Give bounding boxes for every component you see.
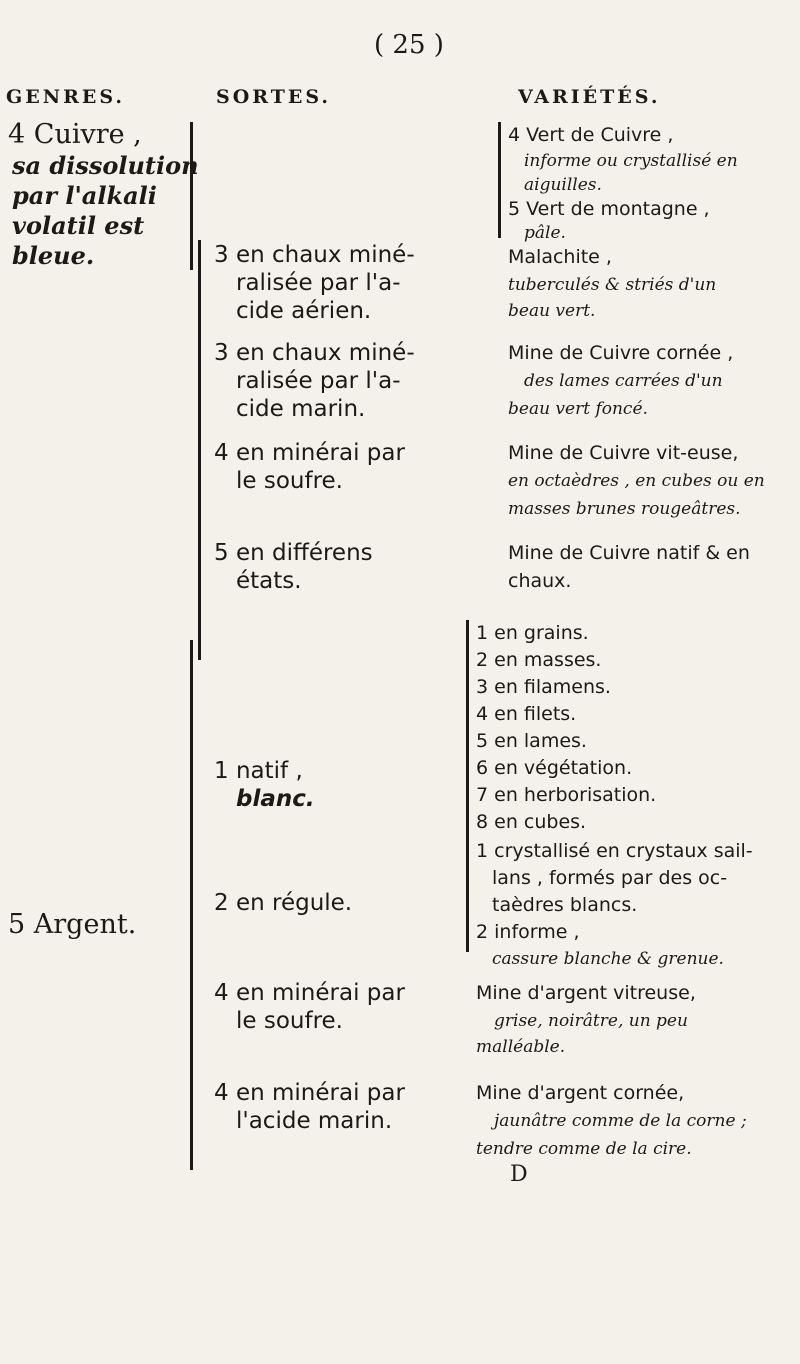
variete-desc: informe ou crystallisé en (524, 151, 738, 171)
varietes-brace (466, 840, 469, 952)
variete-desc: beau vert foncé. (508, 399, 648, 419)
genre-cuivre (8, 120, 142, 150)
sorte-item: 1 natif , (214, 758, 303, 784)
variete-text: taèdres blancs. (492, 894, 638, 916)
variete-desc: grise, noirâtre, un peu (494, 1011, 688, 1031)
sorte-item: 2 en régule. (214, 890, 353, 916)
variete-item: 3 en filamens. (476, 676, 611, 698)
genre-name: Cuivre , (33, 119, 142, 150)
variete-desc: aiguilles. (524, 175, 602, 195)
variete-name: Mine d'argent cornée, (476, 1082, 685, 1104)
variete-item: 4 Vert de Cuivre , (508, 124, 674, 146)
variete-desc: jaunâtre comme de la corne ; (494, 1111, 747, 1131)
sorte-item: 4 en minérai par (214, 980, 405, 1006)
variete-text: lans , formés par des oc- (492, 867, 728, 889)
sorte-item: 4 en minérai par (214, 440, 405, 466)
header-varietes: VARIÉTÉS. (518, 86, 661, 108)
genre-number: 5 (8, 909, 26, 940)
variete-item: 7 en herborisation. (476, 784, 657, 806)
variete-name: Mine d'argent vitreuse, (476, 982, 696, 1004)
genre-brace (190, 122, 193, 270)
variete-item: 5 en lames. (476, 730, 587, 752)
sorte-number: 3 (214, 242, 229, 268)
variete-desc: en octaèdres , en cubes ou en (508, 471, 765, 491)
sorte-item: 5 en différens (214, 540, 373, 566)
sorte-item (214, 242, 415, 269)
genre-name: Argent. (33, 909, 137, 940)
sorte-text: blanc. (236, 786, 315, 812)
variete-item: 2 informe , (476, 921, 580, 943)
variete-item: 1 crystallisé en crystaux sail- (476, 840, 753, 862)
genre-desc-line: par l'alkali (12, 181, 157, 210)
sorte-text: en chaux miné- (235, 242, 415, 268)
variete-name: Mine de Cuivre vit-euse, (508, 442, 739, 464)
genre-desc-line: volatil est (12, 211, 145, 240)
variete-desc: tendre comme de la cire. (476, 1139, 692, 1159)
genre-desc-line: sa dissolution (12, 151, 199, 180)
variete-name: Mine de Cuivre cornée , (508, 342, 734, 364)
page-number: ( 25 ) (374, 30, 444, 60)
variete-desc: pâle. (524, 223, 566, 243)
sorte-text: états. (236, 568, 302, 594)
genre-desc-line: bleue. (12, 241, 95, 270)
genre-brace (190, 640, 193, 1170)
variete-desc: malléable. (476, 1037, 566, 1057)
variete-desc: des lames carrées d'un (524, 371, 723, 391)
genre-number: 4 (8, 119, 26, 150)
sorte-text: cide aérien. (236, 298, 372, 324)
sorte-text: l'acide marin. (236, 1108, 393, 1134)
variete-item: 8 en cubes. (476, 811, 587, 833)
sortes-brace (198, 240, 201, 660)
variete-desc: chaux. (508, 570, 572, 592)
variete-desc: masses brunes rougeâtres. (508, 499, 741, 519)
signature-mark: D (510, 1162, 528, 1187)
sorte-text: ralisée par l'a- (236, 270, 401, 296)
sorte-text: ralisée par l'a- (236, 368, 401, 394)
variete-item: 1 en grains. (476, 622, 589, 644)
sorte-item: 3 en chaux miné- (214, 340, 415, 366)
variete-item: 6 en végétation. (476, 757, 633, 779)
sorte-text: le soufre. (236, 468, 343, 494)
variete-name: Mine de Cuivre natif & en (508, 542, 750, 564)
sorte-item: 4 en minérai par (214, 1080, 405, 1106)
header-genres: GENRES. (6, 86, 126, 108)
variete-item: 4 en filets. (476, 703, 577, 725)
varietes-brace (466, 620, 469, 842)
variete-desc: beau vert. (508, 301, 596, 321)
genre-argent (8, 910, 136, 940)
variete-item: 2 en masses. (476, 649, 602, 671)
variete-name: Malachite , (508, 246, 612, 268)
varietes-brace (498, 122, 501, 238)
variete-desc: tuberculés & striés d'un (508, 275, 717, 295)
variete-item: 5 Vert de montagne , (508, 198, 710, 220)
sorte-text: le soufre. (236, 1008, 343, 1034)
variete-desc: cassure blanche & grenue. (492, 949, 724, 969)
sorte-text: cide marin. (236, 396, 366, 422)
header-sortes: SORTES. (216, 86, 332, 108)
